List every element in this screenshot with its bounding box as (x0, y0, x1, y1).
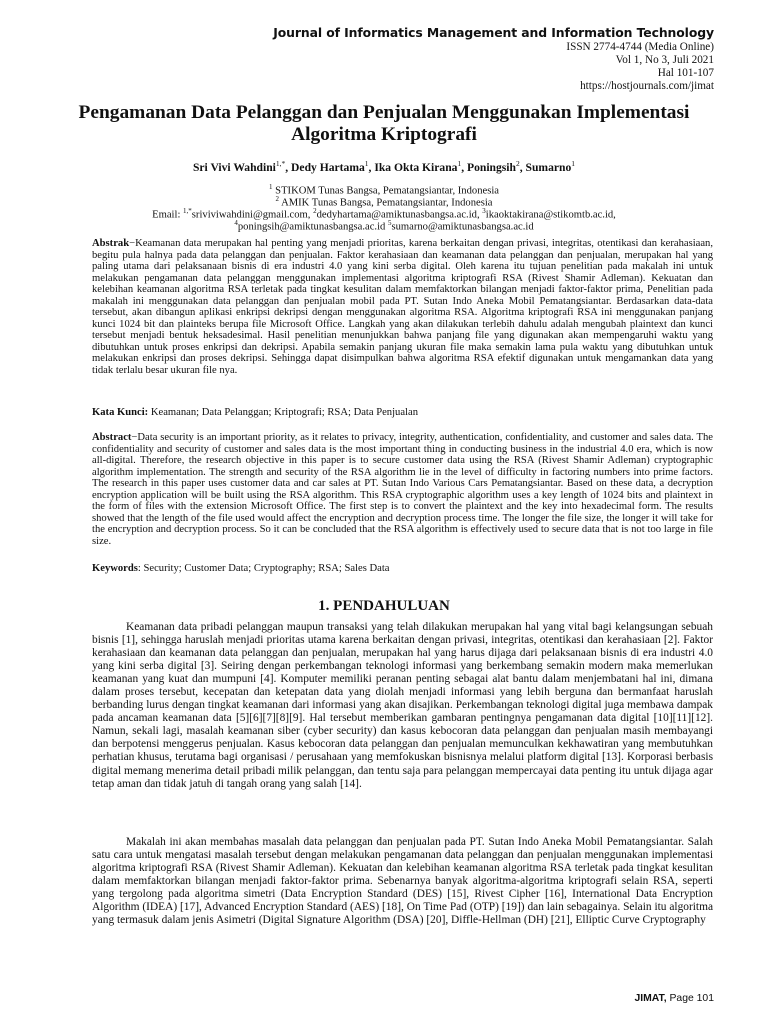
email-line-2 (40, 217, 728, 234)
affiliation-sup: 1 (269, 183, 273, 191)
email-address[interactable]: ikaoktakirana@stikomtb.ac.id, (485, 209, 616, 221)
email-sup: 1,* (183, 207, 192, 215)
author-name: Sumarno (525, 160, 572, 174)
email-address[interactable]: poningsih@amiktunasbangsa.ac.id (237, 221, 388, 233)
email-sup: 3 (482, 207, 486, 215)
email-sup: 4 (234, 219, 238, 227)
kata-kunci (92, 407, 713, 419)
footer-page-number: Page 101 (669, 993, 714, 1004)
affiliation-text: AMIK Tunas Bangsa, Pematangsiantar, Indonesia (281, 197, 493, 209)
author-name: Poningsih (467, 160, 516, 174)
abstrak-indonesian (92, 238, 713, 376)
abstract-english (92, 432, 713, 547)
author-sup: 1,* (275, 159, 286, 168)
keywords (92, 563, 713, 575)
author-sup: 1 (364, 159, 369, 168)
volume-line: Vol 1, No 3, Juli 2021 (615, 54, 714, 66)
keywords-label: Keywords (92, 563, 138, 574)
email-address[interactable]: dedyhartama@amiktunasbangsa.ac.id, (316, 209, 483, 221)
author-sup: 2 (515, 159, 520, 168)
pages-line: Hal 101-107 (657, 67, 714, 79)
author-sup: 1 (571, 159, 576, 168)
issn-line: ISSN 2774-4744 (Media Online) (566, 41, 714, 53)
affiliation-sup: 2 (275, 195, 279, 203)
kata-kunci-label: Kata Kunci: (92, 407, 149, 418)
author-list: Sri Vivi Wahdini$^{1,*}$, Dedy Hartama$^1$, Ika Okta Kirana$^1$, Poningsih$^2$, Sumarno$^1$ (192, 159, 576, 174)
email-sup: 2 (313, 207, 317, 215)
author-name: Dedy Hartama (291, 160, 365, 174)
footer-journal: JIMAT, (634, 993, 670, 1004)
author-name: Ika Okta Kirana (374, 160, 458, 174)
paper-title: Pengamanan Data Pelanggan dan Penjualan Menggunakan Implementasi Algoritma Kriptografi (78, 102, 690, 145)
keywords-text: : Security; Customer Data; Cryptography; RSA; Sales Data (137, 563, 390, 574)
body-paragraph: Keamanan data pribadi pelanggan maupun transaksi yang telah dilakukan merupakan hal yang vital bagi kelangsungan sebuah bisnis [1], sehingga haruslah menjadi prioritas utama karena berkaitan dengan privasi, integritas, otentikasi dan kerahasiaan [2]. Faktor kerahasiaan dan keamanan data pelanggan dan penjualan, merupakan hal yang harus dijaga dari pelaksanaan bisnis di era industri 4.0 yang kini serba digital [3]. Seiring dengan perkembangan teknologi informasi yang berkembang semakin modern maka memerlukan keamanan yang kuat dan mumpuni [4]. Komputer memiliki peranan penting sebagai alat bantu dalam menjembatani hal ini, dimana dalam proses tersebut, kecepatan dan ketepatan data yang diolah menjadi informasi yang lebih berguna dan bermanfaat haruslah berbanding lurus dengan tingkat keamanan dari informasi yang akan disajikan. Perkembangan teknologi digital juga membawa dampak pada ancaman keamanan data [5][6][7][8][9]. Hal tersebut memberikan gambaran pentingnya pengamanan data digital [10][11][12]. Namun, sekali lagi, masalah keamanan siber (cyber security) dan kasus kebocoran data pelanggan dan penjualan masih membayangi dan berpotensi menggerus penjualan. Kasus kebocoran data pelanggan dan penjualan memunculkan kekhawatiran yang membutuhkan perhatian khusus, terutama bagi organisasi / perusahaan yang memfokuskan bisnisnya melalui platform digital [13]. Korporasi berbasis digital memang menerima detail pribadi milik pelanggan, dan tentu saja para pelanggan mempercayai data penting itu untuk dijaga agar tetap aman dan tidak jatuh di tangah orang yang salah [14]. (92, 621, 713, 790)
email-address[interactable]: sumarno@amiktunasbangsa.ac.id (391, 221, 534, 233)
email-sup: 5 (387, 219, 392, 227)
journal-url[interactable]: https://hostjournals.com/jimat (580, 80, 714, 92)
email-address[interactable]: sriviviwahdini@gmail.com, (191, 209, 314, 221)
abstract-label: Abstract (92, 432, 132, 443)
affiliation-text: STIKOM Tunas Bangsa, Pematangsiantar, Indonesia (275, 185, 499, 197)
author-name: Sri Vivi Wahdini (192, 160, 276, 174)
author-sup: 1 (457, 159, 462, 168)
body-paragraph: Makalah ini akan membahas masalah data pelanggan dan penjualan pada PT. Sutan Indo Aneka Mobil Pematangsiantar. Salah satu cara untuk mengatasi masalah tersebut dengan melakukan pengamanan data pelanggan dan penjualan menggunakan implementasi algoritma kriptografi RSA (Rivest Shamir Adleman). Kekuatan dan kelebihan keamanan algoritma RSA terletak pada tingkat kesulitan dalam memfaktorkan bilangan menjadi faktor-faktor prima. Sebenarnya banyak algoritma-algoritma kriptografi selain RSA, seperti yang tergolong pada algoritma simetri (Data Encryption Standard (DES) [15], Rivest Cipher [16], International Data Encryption Algorithm (IDEA) [17], Advanced Encryption Standard (AES) [18], On Time Pad (OTP) [19]) dan lain sebagainya. Selain itu algoritma yang termasuk dalam jenis Asimetri (Digital Signature Algorithm (DSA) [20], Diffle-Hellman (DH) [21], Elliptic Curve Cryptography (92, 836, 713, 927)
email-label: Email: (152, 209, 184, 221)
page-footer (634, 993, 714, 1004)
kata-kunci-text: Keamanan; Data Pelanggan; Kriptografi; RSA; Data Penjualan (148, 407, 418, 418)
abstrak-text: −Keamanan data merupakan hal penting yang menjadi prioritas, karena berkaitan dengan privasi, integritas, otentikasi dan kerahasiaan, begitu pula halnya pada data pelanggan dan penjualan. Faktor kerahasiaan dan keamanan data pelanggan dan penjualan, merupakan hal yang paling utama dari pelaksanaan bisnis di era industri 4.0 yang kini serba digital. Oleh karena itu tujuan penelitian pada makalah ini untuk melakukan pengamanan data pelanggan menggunakan implementasi algoritma kriptografi RSA (Rivest Shamir Adleman). Kekuatan dan kelebihan keamanan algoritma RSA terletak pada tingkat kesulitan dalam memfaktorkan bilangan menjadi faktor-faktor prima, Penelitian pada makalah ini menggunakan data pelanggan dan penjualan mobil pada PT. Sutan Indo Aneka Mobil Pematangsiantar. Berdasarkan data-data tersebut, akan dibangun aplikasi enkripsi dekripsi dengan menggunakan algoritma RSA. Algoritma kriptografi RSA ini menggunakan panjang kunci 1024 bit dan plainteks berupa file Microsoft Office. Langkah yang akan dilakukan terlebih dahulu adalah mengubah plaintext dan kunci tersebut menjadi bentuk heksadesimal. Hasil penelitian menunjukkan bahwa panjang file yang digunakan akan mempengaruhi waktu yang dibutuhkan untuk proses enkripsi dan dekripsi. Apabila semakin panjang ukuran file maka semakin lama pula waktu yang dibutuhkan untuk melakukan enkripsi dan proses dekripsi. Sehingga dapat disimpulkan bahwa algoritma RSA efektif digunakan untuk mengamankan data yang tidak terlalu besar ukuran file nya. (92, 238, 713, 376)
section-heading: 1. PENDAHULUAN (318, 598, 450, 614)
journal-name: Journal of Informatics Management and Information Technology (273, 25, 714, 40)
abstract-text: −Data security is an important priority, as it relates to privacy, integrity, authentication, confidentiality, and customer and sales data. The confidentiality and security of customer and sales data is the most important thing in conducting business in the industrial 4.0 era, which is now all-digital. Therefore, the research objective in this paper is to secure customer data using the RSA (Rivest Shamir Adleman) cryptographic algorithm implementation. The strength and security of the RSA algorithm lie in the level of difficulty in factoring numbers into prime factors. The research in this paper uses customer data and car sales at PT. Sutan Indo Various Cars Pematangsiantar. Based on these data, a decryption encryption application will be built using the RSA algorithm. This RSA cryptographic algorithm uses a key length of 1024 bits and plaintext in the form of files with the extension Microsoft Office. The first step is to convert the plaintext and the key into hexadecimal form. The results showed that the length of the file used would affect the encryption and decryption process time. The longer the file size, the longer it will take for the encryption and decryption process. So it can be concluded that the RSA algorithm is effectively used to secure data that is not too large in file size. (92, 432, 713, 547)
abstrak-label: Abstrak (92, 238, 130, 249)
